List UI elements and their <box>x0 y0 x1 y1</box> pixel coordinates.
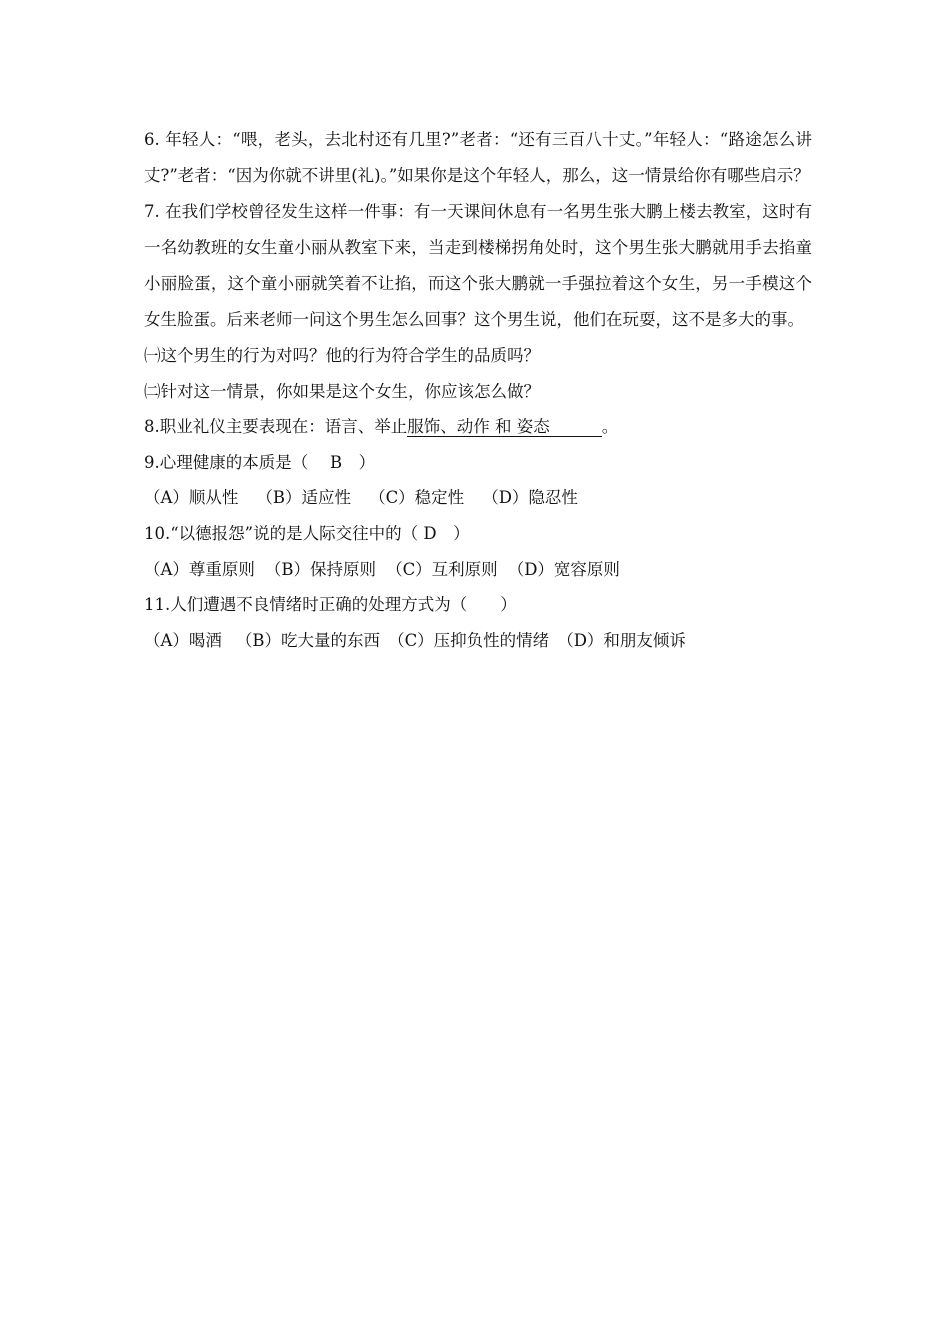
option-d: （D）隐忍性 <box>482 488 578 508</box>
option-d: （D）宽容原则 <box>507 559 620 579</box>
option-b: （B）保持原则 <box>264 559 377 579</box>
question-9-stem: 9.心理健康的本质是（ B ） <box>144 452 376 472</box>
question-7-subquestion-2: ㈡针对这一情景，你如果是这个女生，你应该怎么做？ <box>144 381 540 401</box>
question-6: 6. 年轻人：“喂，老头，去北村还有几里?”老者：“还有三百八十丈。”年轻人：“路途怎么讲丈?”老者：“因为你就不讲里(礼)。”如果你是这个年轻人，那么，这一情景给你有哪些启示？ <box>144 130 812 185</box>
question-10-stem: 10.“以德报怨”说的是人际交往中的（ D ） <box>144 523 470 543</box>
option-a: （A）尊重原则 <box>144 559 255 579</box>
question-9-options <box>144 480 812 516</box>
option-c: （C）互利原则 <box>386 559 498 579</box>
option-b: （B）吃大量的东西 <box>235 630 381 650</box>
option-b: （B）适应性 <box>256 488 352 508</box>
question-8-stem: 8.职业礼仪主要表现在：语言、举止 <box>144 417 408 437</box>
question-7: 7. 在我们学校曾径发生这样一件事：有一天课间休息有一名男生张大鹏上楼去教室，这时有一名幼教班的女生童小丽从教室下来，当走到楼梯拐角处时，这个男生张大鹏就用手去掐童小丽脸蛋，这个童小丽就笑着不让掐，而这个张大鹏就一手强拉着这个女生，另一手模这个女生脸蛋。后来老师一问这个男生怎么回事？这个男生说，他们在玩耍，这不是多大的事。 <box>144 202 812 329</box>
question-10-options <box>144 552 812 588</box>
question-7-subquestion-1: ㈠这个男生的行为对吗？他的行为符合学生的品质吗？ <box>144 346 540 365</box>
question-8-answer-blank <box>407 418 602 437</box>
option-d: （D）和朋友倾诉 <box>557 630 686 650</box>
option-a: （A）顺从性 <box>144 488 239 508</box>
option-a: （A）喝酒 <box>144 630 222 650</box>
option-c: （C）压抑负性的情绪 <box>388 630 550 650</box>
question-8-answer: 服饰、动作 和 姿态 <box>407 417 550 437</box>
question-11-options <box>144 623 812 659</box>
question-8 <box>144 409 812 445</box>
question-8-end: 。 <box>601 417 619 437</box>
question-list <box>144 122 812 658</box>
question-11-stem: 11.人们遭遇不良情绪时正确的处理方式为（ ） <box>144 595 517 615</box>
option-c: （C）稳定性 <box>369 488 465 508</box>
